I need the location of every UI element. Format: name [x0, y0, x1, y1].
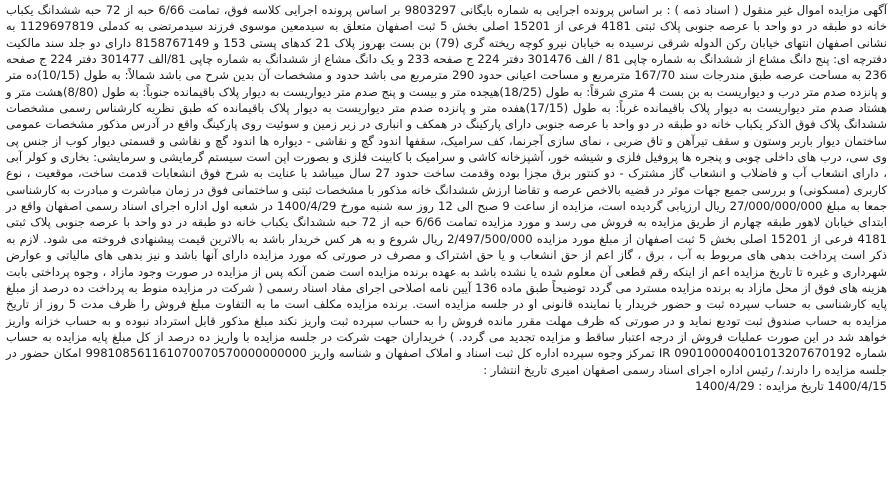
notice-dates: 1400/4/15 تاریخ مزایده : 1400/4/29 [695, 378, 887, 393]
notice-body: آگهی مزایده اموال غیر منقول ( اسناد ذمه ) : بر اساس پرونده اجرایی به شماره بایگانی 9803297 بر اساس پرونده اجرایی کلاسه فوق، تمامت 6/66 حبه از 72 حبه ششدانگ یکباب خانه دو طبقه در دو واحد با عرصه جنوبی پلاک ثبتی 4181 فرعی از 15201 اصلی بخش 5 ثبت اصفهان متعلق به سیدمعین موسوی فرزند سیدمرتضی به کدملی 1129697819 به نشانی اصفهان انتهای خیابان رکن الدوله شرقی نرسیده به خیابان نیرو کوچه ریخته گری (79) بن بست بهروز پلاک 21 کدهای پستی 153 و 8158767149 دارای دو جلد سند مالکیت دفترچه ای: پنج دانگ مشاع از ششدانگ به شماره چاپی 81 / الف 301476 دفتر 224 ج صفحه 233 و یک دانگ مشاع از ششدانگ به شماره چاپی 81/الف 301477 دفتر 224 ج صفحه 236 به مساحت عرصه طبق مندرجات سند 167/70 مترمربع و مساحت اعیانی حدود 290 مترمربع می باشد حدود و مشخصات آن بدین شرح می باشد شمالاً: به طول (10/15)ده متر و پانزده صدم متر درب و دیواریست به بن بست 4 متری شرقاً: به طول (18/25)هیجده متر و بیست و پنج صدم متر دیواریست به دیوار پلاک باقیمانده جنوباً: به طول (8/80)هشت متر و هشتاد صدم متر دیواریست به دیوار پلاک باقیمانده غرباً: به طول (17/15)هفده متر و پانزده صدم متر دیواریست به دیوار پلاک باقیمانده که طبق نظریه کارشناس رسمی مشخصات ششدانگ پلاک فوق الذکر یکباب خانه دو طبقه در دو واحد با عرصه جنوبی دارای پارکینگ در همکف و انباری در زیر زمین و سوئیت روی پارکینگ واقع در آدرس مذکور مشخصات عمومی ساختمان دیوار باربر وستون و سقف تیرآهن و تاق ضربی ، نمای سازی آجرنما، کف سرامیک، سقفها اندود گچ و نقاشی - دیواره ها اندود گچ و نقاشی و قسمتی دیوار کوب از جنس پی وی سی، درب های داخلی چوبی و پنجره ها پروفیل فلزی و شیشه خور، آشپزخانه کاشی و سرامیک با کابینت فلزی و بصورت اپن است سیستم گرمایشی و سرمایشی: بخاری و کولر آبی ، دارای انشعاب آب و فاضلاب و انشعاب گاز مشترک - دو کنتور برق مجزا بوده وقدمت ساخت حدود 27 سال میباشد با عنایت به شرح فوق انشعابات قدمت ساخت، موقعیت ، نوع کاربری (مسکونی) و بررسی جمیع جهات موثر در قضیه بالاخص عرصه و تقاضا ارزش ششدانگ خانه مذکور با مشخصات ثبتی و ساختمانی فوق در زمان مباشرت و مبادرت به کارشناسی جمعا به مبلغ 27/000/000/000 ریال ارزیابی گردیده است، مزایده از ساعت 9 صبح الی 12 روز سه شنبه مورخ 1400/4/29 در شعبه اول اداره اجرای اسناد رسمی اصفهان واقع در ابتدای خیابان لاهور طبقه چهارم از طریق مزایده به فروش می رسد و مورد مزایده تمامت 6/66 حبه از 72 حبه ششدانگ یکباب خانه دو طبقه در دو واحد با عرصه جنوبی پلاک ثبتی 4181 فرعی از 15201 اصلی بخش 5 ثبت اصفهان از مبلغ مورد مزایده 2/497/500/000 ریال شروع و به هر کس خریدار باشد به بالاترین قیمت پیشنهادی فروخته می شود. لازم به ذکر است پرداخت بدهی های مربوط به آب ، برق ، گاز اعم از حق انشعاب و یا حق اشتراک و مصرف در صورتی که مورد مزایده دارای آنها باشد و نیز بدهی های مالیاتی و عوارض شهرداری و غیره تا تاریخ مزایده اعم از اینکه رقم قطعی آن معلوم شده یا نشده باشد به عهده برنده مزایده است ضمن آنکه پس از مزایده در صورت وجود مازاد ، وجوه پرداختی بابت هزینه های فوق از محل مازاد به برنده مزایده مسترد می گردد توضیحاً طبق ماده 136 آیین نامه اصلاحی اجرای مفاد اسناد رسمی ( شرکت در مزایده منوط به پرداخت ده درصد از مبلغ پایه کارشناسی به حساب سپرده ثبت و حضور خریدار یا نماینده قانونی او در جلسه مزایده است. برنده مزایده مکلف است ما به التفاوت مبلغ فروش را ظرف مدت 5 روز از تاریخ مزایده به حساب صندوق ثبت تودیع نماید و در صورتی که ظرف مهلت مقرر مانده فروش را به حساب سپرده ثبت واریز نکند مبلغ مذکور قابل استرداد نبوده و به حساب خزانه واریز خواهد شد در این صورت عملیات فروش از درجه اعتبار ساقط و مزایده تجدید می گردد. ) خریداران جهت شرکت در جلسه مزایده با واریز ده درصد از کل مبلغ پایه مزایده به حساب شماره IR 090100004001013207670192 تمرکز وجوه سپرده اداره کل ثبت اسناد و املاک اصفهان و شناسه واریز 998108561161070070570000000000 امکان حضور در جلسه مزایده را دارند./ رئیس اداره اجرای اسناد رسمی اصفهان امیری تاریخ انتشار : [6, 3, 888, 377]
